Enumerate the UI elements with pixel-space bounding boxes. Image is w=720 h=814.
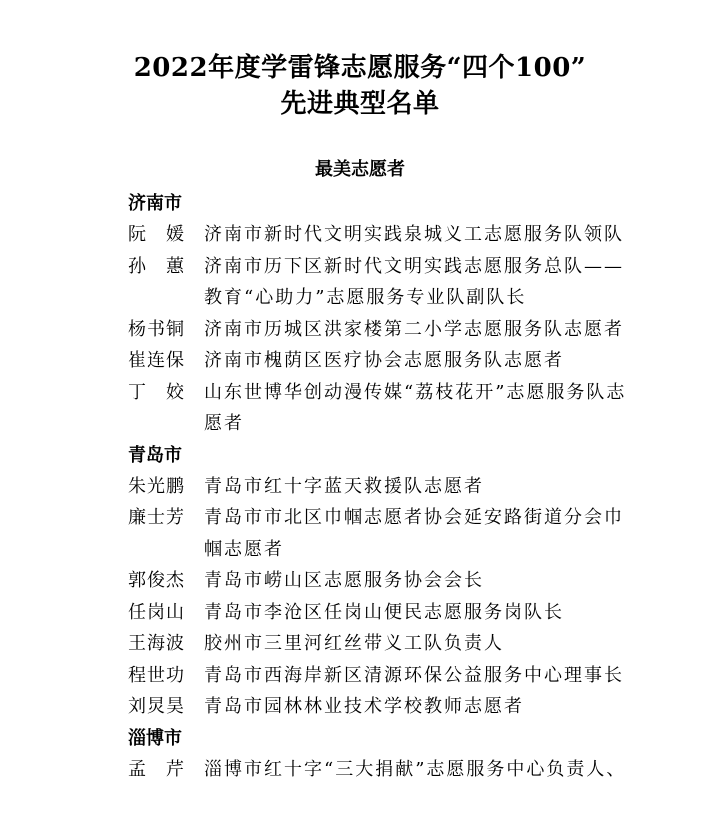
city-heading: 青岛市	[128, 444, 182, 466]
honoree-name: 刘炅昊	[128, 696, 185, 717]
honoree-name: 程世功	[128, 664, 185, 686]
honoree-description: 青岛市崂山区志愿服务协会会长	[204, 570, 484, 591]
honoree-description: 青岛市红十字蓝天救援队志愿者	[204, 475, 484, 497]
honoree-name: 任岗山	[128, 601, 185, 623]
honoree-entry	[128, 565, 648, 597]
honoree-name: 孙 蕙	[128, 255, 185, 277]
section-heading: 最美志愿者	[315, 159, 405, 180]
honoree-entry	[128, 597, 648, 629]
honoree-entry	[128, 219, 648, 251]
honoree-entry	[128, 628, 648, 660]
honoree-description: 济南市历城区洪家楼第二小学志愿服务队志愿者	[204, 318, 624, 340]
document-title	[0, 50, 720, 122]
honoree-description: 青岛市李沧区任岗山便民志愿服务岗队长	[204, 601, 564, 623]
honoree-name: 丁 姣	[128, 381, 185, 403]
honoree-entry	[128, 471, 648, 503]
title-line-1: 2022年度学雷锋志愿服务“四个100”	[133, 53, 587, 83]
honoree-entry	[128, 345, 648, 377]
honoree-entry	[128, 691, 648, 723]
honoree-description: 济南市历下区新时代文明实践志愿服务总队——教育“心助力”志愿服务专业队副队长	[204, 255, 624, 308]
honoree-entry	[128, 251, 648, 314]
honoree-name: 阮 媛	[128, 224, 185, 245]
honoree-description: 胶州市三里河红丝带义工队负责人	[204, 633, 504, 654]
honoree-name: 王海波	[128, 633, 185, 654]
honoree-name: 廉士芳	[128, 507, 185, 528]
honoree-entry	[128, 754, 648, 786]
title-line-2: 先进典型名单	[280, 89, 440, 119]
honoree-description: 青岛市西海岸新区清源环保公益服务中心理事长	[204, 664, 624, 686]
honoree-name: 孟 芹	[128, 758, 185, 780]
honoree-description: 山东世博华创动漫传媒“荔枝花开”志愿服务队志愿者	[204, 381, 627, 434]
honoree-name: 杨书铜	[128, 318, 185, 340]
honoree-entry	[128, 314, 648, 346]
honoree-entry	[128, 377, 648, 440]
city-heading: 济南市	[128, 193, 182, 214]
honoree-description: 青岛市园林林业技术学校教师志愿者	[204, 696, 524, 717]
honoree-name: 朱光鹏	[128, 475, 185, 497]
honoree-description: 青岛市市北区巾帼志愿者协会延安路街道分会巾帼志愿者	[204, 507, 624, 560]
honoree-description: 济南市新时代文明实践泉城义工志愿服务队领队	[204, 224, 624, 245]
honoree-name: 崔连保	[128, 350, 185, 371]
honoree-entry	[128, 502, 648, 565]
city-heading: 淄博市	[128, 727, 182, 749]
honoree-name: 郭俊杰	[128, 570, 185, 591]
honoree-entry	[128, 660, 648, 692]
honoree-description: 济南市槐荫区医疗协会志愿服务队志愿者	[204, 350, 564, 371]
honoree-list	[128, 188, 648, 785]
honoree-description: 淄博市红十字“三大捐献”志愿服务中心负责人、	[204, 758, 627, 780]
